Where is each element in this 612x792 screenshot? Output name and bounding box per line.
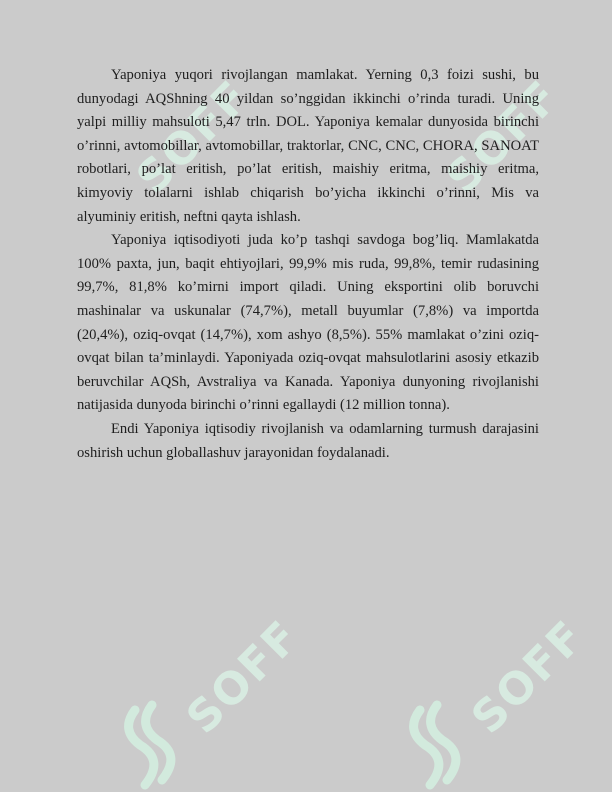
watermark-text: SOFF bbox=[126, 70, 261, 204]
watermark-text: SOFF bbox=[436, 70, 571, 204]
watermark-text: SOFF bbox=[461, 610, 596, 744]
watermark-bottom-right bbox=[375, 600, 605, 790]
watermark-logo-icon bbox=[414, 705, 456, 785]
paragraph: Endi Yaponiya iqtisodiy rivojlanish va odamlarning turmush darajasini oshirish uchun globallashuv jarayonidan foydalanadi. bbox=[77, 420, 539, 461]
watermark-bottom-left bbox=[90, 600, 310, 790]
paragraph: Yaponiya iqtisodiyoti juda ko’p tashqi savdoga bog’liq. Mamlakatda 100% paxta, jun, baqit ehtiyojlari, 99,9% mis ruda, 99,8%, temir rudasining 99,7%, 81,8% ko’mirni import qiladi. Uning eksportini olib boruvchi mashinalar va uskunalar (74,7%), metall buyumlar (7,8%) va importda (20,4%), oziq-ovqat (14,7%), xom ashyo (8,5%). 55% mamlakat o’zini oziq-ovqat bilan ta’minlaydi. Yaponiyada oziq-ovqat mahsulotlarini asosiy etkazib beruvchilar AQSh, Avstraliya va Kanada. Yaponiya dunyoning rivojlanishi natijasida dunyoda birinchi o’rinni egallaydi (12 million tonna). bbox=[77, 232, 539, 414]
watermark-logo-icon bbox=[129, 705, 171, 785]
document-body bbox=[77, 64, 539, 465]
watermark-text: SOFF bbox=[176, 610, 310, 744]
paragraph: Yaponiya yuqori rivojlangan mamlakat. Yerning 0,3 foizi sushi, bu dunyodagi AQShning 40 yildan so’nggidan ikkinchi o’rinda turadi. Uning yalpi milliy mahsuloti 5,47 trln. DOL. Yaponiya kemalar dunyosida birinchi o’rinni, avtomobillar, avtomobillar, traktorlar, CNC, CNC, CHORA, SANOAT robotlari, po’lat eritish, po’lat eritish, maishiy eritma, maishiy eritma, kimyoviy tolalarni ishlab chiqarish bo’yicha ikkinchi o’rinni, Mis va alyuminiy eritish, neftni qayta ishlash. bbox=[77, 67, 539, 225]
